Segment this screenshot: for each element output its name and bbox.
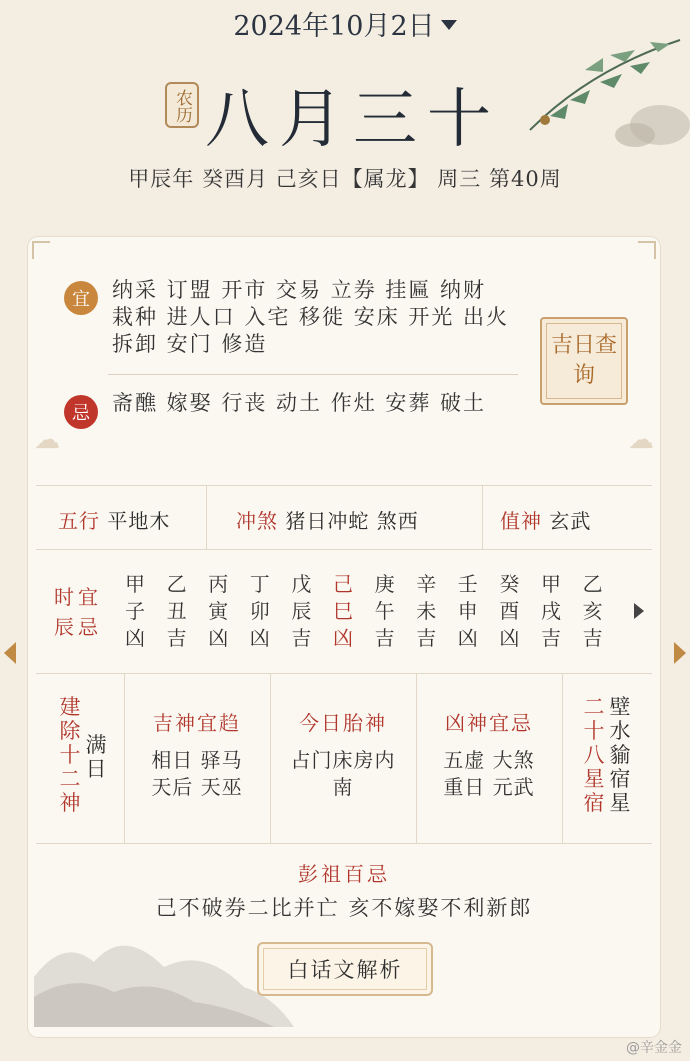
prev-day-arrow-icon[interactable] bbox=[4, 642, 16, 664]
hour-stem: 乙 bbox=[582, 572, 603, 596]
hour-column[interactable] bbox=[580, 571, 606, 652]
hour-luck: 凶 bbox=[208, 626, 229, 650]
hours-label-char: 时 bbox=[54, 585, 74, 609]
hour-stem: 甲 bbox=[541, 572, 561, 596]
hour-column[interactable] bbox=[538, 571, 564, 652]
hour-branch: 午 bbox=[374, 599, 395, 623]
hours-label-char: 辰 bbox=[54, 615, 74, 639]
hour-luck: 吉 bbox=[374, 626, 395, 650]
chongsha-value: 猪日冲蛇 煞西 bbox=[285, 509, 419, 533]
watermark: @辛金金 bbox=[626, 1040, 682, 1056]
jishen-body bbox=[124, 747, 270, 801]
lunar-date: 八月三十 bbox=[205, 83, 501, 157]
jishen-line: 天后 天巫 bbox=[151, 775, 243, 799]
divider bbox=[482, 485, 483, 549]
hours-label-char: 宜 bbox=[78, 585, 98, 609]
ji-badge: 忌 bbox=[64, 395, 98, 429]
plain-language-label: 白话文解析 bbox=[263, 948, 427, 990]
jianchu-value: 满日 bbox=[85, 733, 107, 781]
hour-branch: 申 bbox=[457, 599, 478, 623]
divider bbox=[270, 673, 271, 843]
plain-language-button[interactable] bbox=[257, 942, 433, 996]
hours-label bbox=[52, 582, 104, 642]
hour-stem: 癸 bbox=[499, 572, 520, 596]
corner-ornament bbox=[32, 241, 50, 259]
pengzu-title: 彭祖百忌 bbox=[298, 862, 390, 886]
good-day-query-label: 吉日查询 bbox=[546, 323, 622, 399]
xiongshen-body bbox=[416, 747, 562, 801]
hour-luck: 凶 bbox=[457, 626, 478, 650]
hour-luck: 吉 bbox=[291, 626, 312, 650]
taishen-line: 占门床房内 bbox=[290, 748, 396, 772]
chongsha-cell bbox=[236, 505, 419, 534]
wuxing-cell bbox=[58, 505, 170, 534]
divider bbox=[36, 843, 652, 844]
hour-column[interactable] bbox=[164, 571, 190, 652]
hour-luck: 凶 bbox=[125, 626, 145, 650]
hour-stem: 壬 bbox=[457, 572, 478, 596]
hour-stem: 戊 bbox=[291, 572, 312, 596]
hour-stem: 己 bbox=[333, 572, 353, 596]
divider bbox=[108, 374, 518, 375]
chongsha-label: 冲煞 bbox=[236, 509, 278, 533]
hour-stem: 丙 bbox=[208, 572, 229, 596]
zhishen-label: 值神 bbox=[500, 509, 542, 533]
hour-branch: 未 bbox=[416, 599, 437, 623]
hour-luck: 凶 bbox=[249, 626, 270, 650]
wuxing-value: 平地木 bbox=[107, 509, 171, 533]
taishen-body bbox=[280, 747, 406, 801]
hour-luck: 吉 bbox=[541, 626, 561, 650]
yi-text: 纳采 订盟 开市 交易 立券 挂匾 纳财 栽种 进人口 入宅 移徙 安床 开光 出火 拆卸 安门 修造 bbox=[112, 278, 510, 356]
hour-column[interactable] bbox=[496, 571, 522, 652]
divider bbox=[206, 485, 207, 549]
jishen-line: 相日 驿马 bbox=[151, 748, 243, 772]
chevron-down-icon bbox=[441, 20, 457, 30]
taishen-line: 南 bbox=[332, 775, 354, 799]
jishen-title: 吉神宜趋 bbox=[153, 711, 241, 735]
hour-column[interactable] bbox=[122, 571, 148, 652]
ganzhi-line: 甲辰年 癸酉月 己亥日【属龙】 周三 第40周 bbox=[128, 167, 562, 191]
hour-stem: 乙 bbox=[166, 572, 187, 596]
lunar-badge: 农历 bbox=[165, 82, 199, 128]
cloud-ornament-icon: ☁ bbox=[628, 425, 654, 455]
xiongshen-line: 五虚 大煞 bbox=[443, 748, 535, 772]
xingxiu-value: 壁水貐宿星 bbox=[609, 695, 631, 815]
hour-branch: 子 bbox=[125, 599, 145, 623]
zhishen-value: 玄武 bbox=[549, 509, 592, 533]
hour-branch: 丑 bbox=[166, 599, 187, 623]
hour-column[interactable] bbox=[413, 571, 439, 652]
hour-column[interactable] bbox=[205, 571, 231, 652]
hour-branch: 寅 bbox=[208, 599, 229, 623]
xingxiu-label: 二十八星宿 bbox=[583, 695, 605, 815]
hour-stem: 辛 bbox=[416, 572, 437, 596]
hours-grid[interactable] bbox=[122, 571, 622, 661]
hour-column[interactable] bbox=[330, 571, 356, 652]
hour-luck: 吉 bbox=[582, 626, 603, 650]
date-text: 2024年10月2日 bbox=[233, 10, 435, 42]
almanac-card bbox=[28, 237, 660, 1037]
hours-label-char: 忌 bbox=[78, 615, 98, 639]
divider bbox=[562, 673, 563, 843]
taishen-title: 今日胎神 bbox=[299, 711, 387, 735]
hour-column[interactable] bbox=[455, 571, 481, 652]
hour-branch: 戌 bbox=[541, 599, 561, 623]
hour-luck: 吉 bbox=[166, 626, 187, 650]
hour-luck: 凶 bbox=[499, 626, 520, 650]
divider bbox=[36, 549, 652, 550]
hour-column[interactable] bbox=[288, 571, 314, 652]
wuxing-label: 五行 bbox=[58, 509, 100, 533]
hour-stem: 庚 bbox=[374, 572, 395, 596]
hour-stem: 丁 bbox=[249, 572, 270, 596]
divider bbox=[36, 485, 652, 486]
hour-luck: 凶 bbox=[333, 626, 353, 650]
corner-ornament bbox=[638, 241, 656, 259]
hours-next-arrow-icon[interactable] bbox=[634, 603, 644, 619]
hour-column[interactable] bbox=[247, 571, 273, 652]
jianchu-label: 建除十二神 bbox=[59, 695, 81, 815]
bamboo-decoration-icon bbox=[510, 30, 690, 150]
hour-branch: 巳 bbox=[333, 599, 353, 623]
xiongshen-line: 重日 元武 bbox=[443, 775, 535, 799]
hour-branch: 辰 bbox=[291, 599, 312, 623]
divider bbox=[36, 673, 652, 674]
yi-badge: 宜 bbox=[64, 281, 98, 315]
pengzu-text: 己不破券二比并亡 亥不嫁娶不利新郎 bbox=[155, 896, 533, 920]
hour-column[interactable] bbox=[372, 571, 398, 652]
xiongshen-title: 凶神宜忌 bbox=[445, 711, 533, 735]
mountain-decoration-icon bbox=[34, 917, 294, 1027]
hour-branch: 亥 bbox=[582, 599, 603, 623]
hour-luck: 吉 bbox=[416, 626, 437, 650]
hour-branch: 酉 bbox=[499, 599, 520, 623]
zhishen-cell bbox=[500, 505, 591, 534]
next-day-arrow-icon[interactable] bbox=[674, 642, 686, 664]
good-day-query-button[interactable] bbox=[540, 317, 628, 405]
cloud-ornament-icon: ☁ bbox=[34, 425, 60, 455]
hour-branch: 卯 bbox=[249, 599, 270, 623]
ji-text: 斋醮 嫁娶 行丧 动土 作灶 安葬 破土 bbox=[112, 391, 487, 415]
hour-stem: 甲 bbox=[125, 572, 145, 596]
